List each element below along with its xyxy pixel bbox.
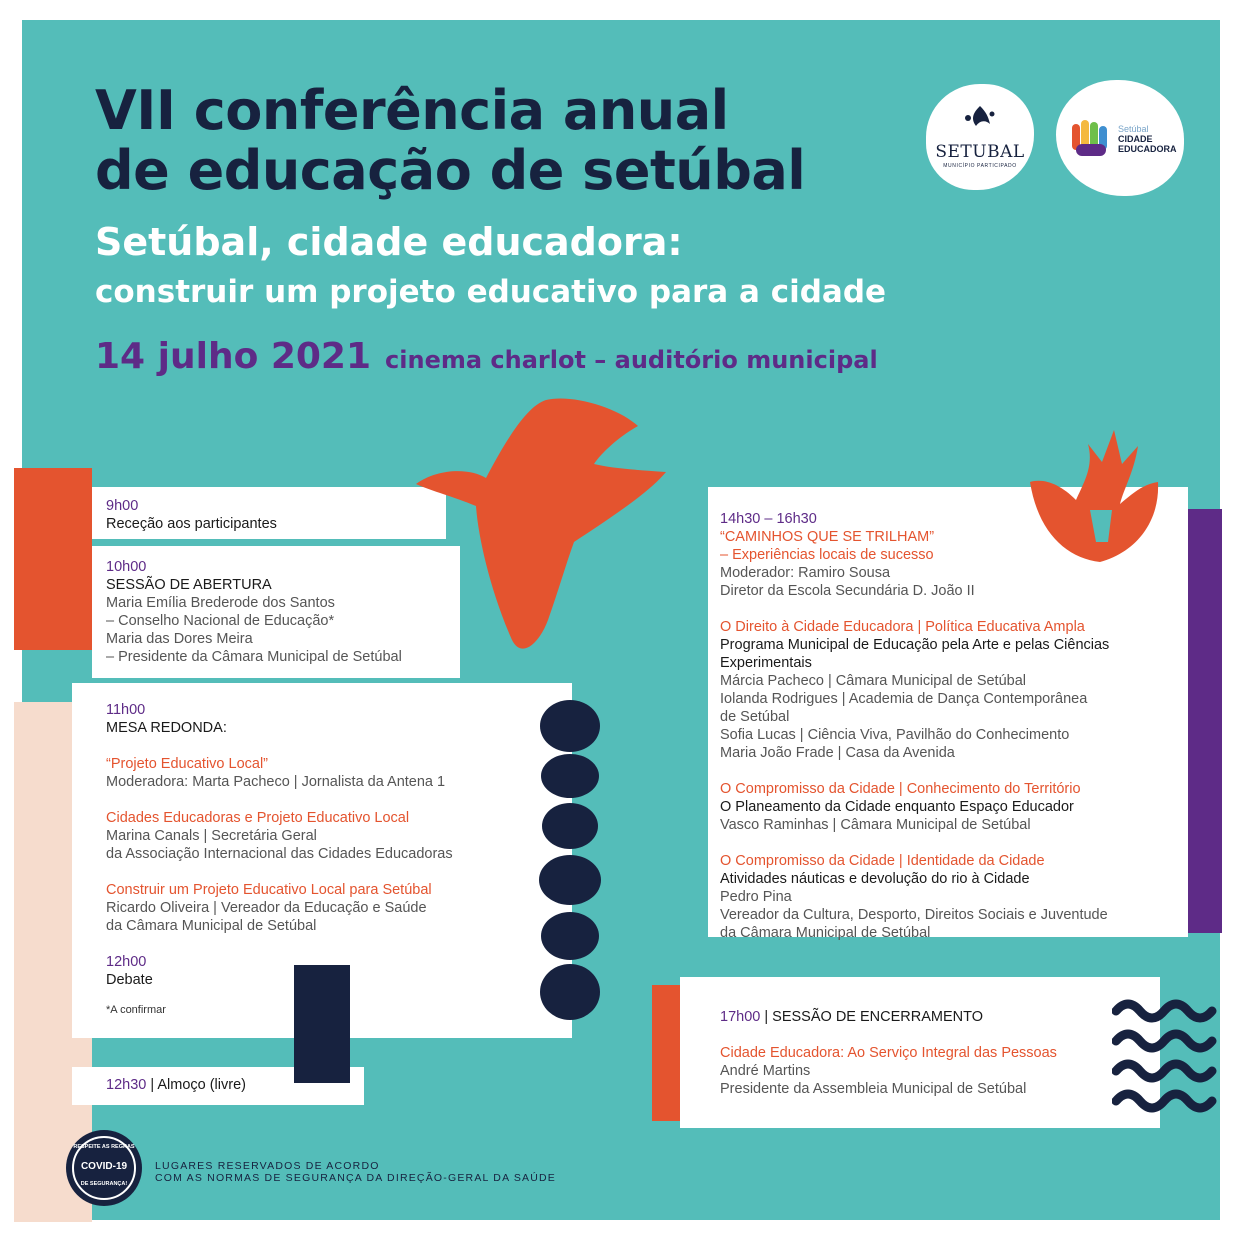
setubal-logo <box>926 84 1034 190</box>
closing-line-2: Presidente da Assembleia Municipal de Setúbal <box>720 1081 1027 1097</box>
cidade-logo-label-3: EDUCADORA <box>1118 144 1177 154</box>
orange-bar-left <box>14 468 92 650</box>
covid-badge-top: RESPEITE AS REGRAS <box>73 1144 135 1150</box>
afternoon-a-line-1: Programa Municipal de Educação pela Arte e pelas Ciências <box>720 637 1110 653</box>
hands-emblem-icon <box>1068 114 1116 162</box>
tulip-illustration <box>1022 422 1162 572</box>
afternoon-subtitle: – Experiências locais de sucesso <box>720 547 934 563</box>
afternoon-line-2: Diretor da Escola Secundária D. João II <box>720 583 975 599</box>
subtitle-line-1: Setúbal, cidade educadora: <box>95 220 683 264</box>
round-table-b-line-1: Marina Canals | Secretária Geral <box>106 828 317 844</box>
waves-icon <box>1112 995 1222 1125</box>
afternoon-b-line-2: Vasco Raminhas | Câmara Municipal de Setúbal <box>720 817 1031 833</box>
opening-line-2: – Conselho Nacional de Educação* <box>106 613 335 629</box>
afternoon-topic-b: O Compromisso da Cidade | Conhecimento do Território <box>720 781 1081 797</box>
afternoon-c-line-4: da Câmara Municipal de Setúbal <box>720 925 931 941</box>
debate-text: Debate <box>106 972 153 988</box>
round-table-c-line-1: Ricardo Oliveira | Vereador da Educação e Saúde <box>106 900 427 916</box>
lunch-time: 12h30 <box>106 1077 147 1093</box>
afternoon-topic-c: O Compromisso da Cidade | Identidade da Cidade <box>720 853 1045 869</box>
covid-badge-bottom: DE SEGURANÇA! <box>80 1181 128 1187</box>
round-table-b-line-2: da Associação Internacional das Cidades Educadoras <box>106 846 453 862</box>
afternoon-a-line-6: Sofia Lucas | Ciência Viva, Pavilhão do Conhecimento <box>720 727 1070 743</box>
afternoon-c-line-1: Atividades náuticas e devolução do rio à Cidade <box>720 871 1030 887</box>
round-table-topic-c: Construir um Projeto Educativo Local para Setúbal <box>106 882 432 898</box>
closing-topic: Cidade Educadora: Ao Serviço Integral das Pessoas <box>720 1045 1057 1061</box>
setubal-logo-name: SETUBAL <box>935 142 1025 162</box>
cidade-logo-label-1: Setúbal <box>1118 124 1149 134</box>
opening-line-1: Maria Emília Brederode dos Santos <box>106 595 335 611</box>
navy-bar <box>294 965 350 1083</box>
closing-line-1: André Martins <box>720 1063 811 1079</box>
afternoon-a-line-3: Márcia Pacheco | Câmara Municipal de Setúbal <box>720 673 1027 689</box>
afternoon-a-line-7: Maria João Frade | Casa da Avenida <box>720 745 955 761</box>
round-table-topic-b: Cidades Educadoras e Projeto Educativo Local <box>106 810 410 826</box>
setubal-emblem-icon <box>926 84 1034 190</box>
closing-time: 17h00 <box>720 1009 761 1025</box>
afternoon-b-line-1: O Planeamento da Cidade enquanto Espaço Educador <box>720 799 1074 815</box>
afternoon-a-line-4: Iolanda Rodrigues | Academia de Dança Contemporânea <box>720 691 1088 707</box>
afternoon-a-line-2: Experimentais <box>720 655 812 671</box>
afternoon-line-1: Moderador: Ramiro Sousa <box>720 565 891 581</box>
afternoon-c-line-3: Vereador da Cultura, Desporto, Direitos Sociais e Juventude <box>720 907 1108 923</box>
covid-badge <box>66 1130 142 1206</box>
afternoon-title: “CAMINHOS QUE SE TRILHAM” <box>720 529 935 545</box>
round-table-a-line-1: Moderadora: Marta Pacheco | Jornalista da Antena 1 <box>106 774 446 790</box>
footer-line-2: COM AS NORMAS DE SEGURANÇA DA DIREÇÃO-GERAL DA SAÚDE <box>155 1172 556 1184</box>
subtitle-line-2: construir um projeto educativo para a cidade <box>95 274 887 310</box>
lunch-text: | Almoço (livre) <box>150 1077 246 1093</box>
round-table-title: MESA REDONDA: <box>106 720 227 736</box>
round-table-time: 11h00 <box>106 702 146 718</box>
round-table-c-line-2: da Câmara Municipal de Setúbal <box>106 918 317 934</box>
confirm-note: *A confirmar <box>106 1004 166 1016</box>
afternoon-topic-a: O Direito à Cidade Educadora | Política Educativa Ampla <box>720 619 1085 635</box>
afternoon-a-line-5: de Setúbal <box>720 709 790 725</box>
stones-icon <box>538 700 602 1030</box>
afternoon-c-line-2: Pedro Pina <box>720 889 792 905</box>
title-line-2: de educação de setúbal <box>95 139 806 202</box>
event-date: 14 julho 2021 <box>95 336 372 377</box>
setubal-logo-tagline: MUNICÍPIO PARTICIPADO <box>943 163 1017 169</box>
stones-column <box>538 700 602 1035</box>
debate-time: 12h00 <box>106 954 147 970</box>
closing-title: | SESSÃO DE ENCERRAMENTO <box>764 1009 983 1025</box>
bird-illustration <box>390 392 670 672</box>
round-table-topic-a: “Projeto Educativo Local” <box>106 756 268 772</box>
cidade-logo-label-2: CIDADE <box>1118 134 1153 144</box>
reception-time: 9h00 <box>106 498 139 514</box>
opening-line-4: – Presidente da Câmara Municipal de Setúbal <box>106 649 402 665</box>
reception-text: Receção aos participantes <box>106 516 277 532</box>
opening-line-3: Maria das Dores Meira <box>106 631 253 647</box>
title-line-1: VII conferência anual <box>95 79 729 142</box>
event-venue: cinema charlot – auditório municipal <box>385 346 878 374</box>
event-date-venue <box>95 336 878 377</box>
covid-badge-mid: COVID-19 <box>80 1161 128 1172</box>
card-closing <box>680 977 1160 1128</box>
opening-title: SESSÃO DE ABERTURA <box>106 577 272 593</box>
opening-time: 10h00 <box>106 559 147 575</box>
footer-line-1: LUGARES RESERVADOS DE ACORDO <box>155 1160 380 1172</box>
afternoon-time: 14h30 – 16h30 <box>720 511 817 527</box>
footer-notice <box>155 1160 556 1184</box>
